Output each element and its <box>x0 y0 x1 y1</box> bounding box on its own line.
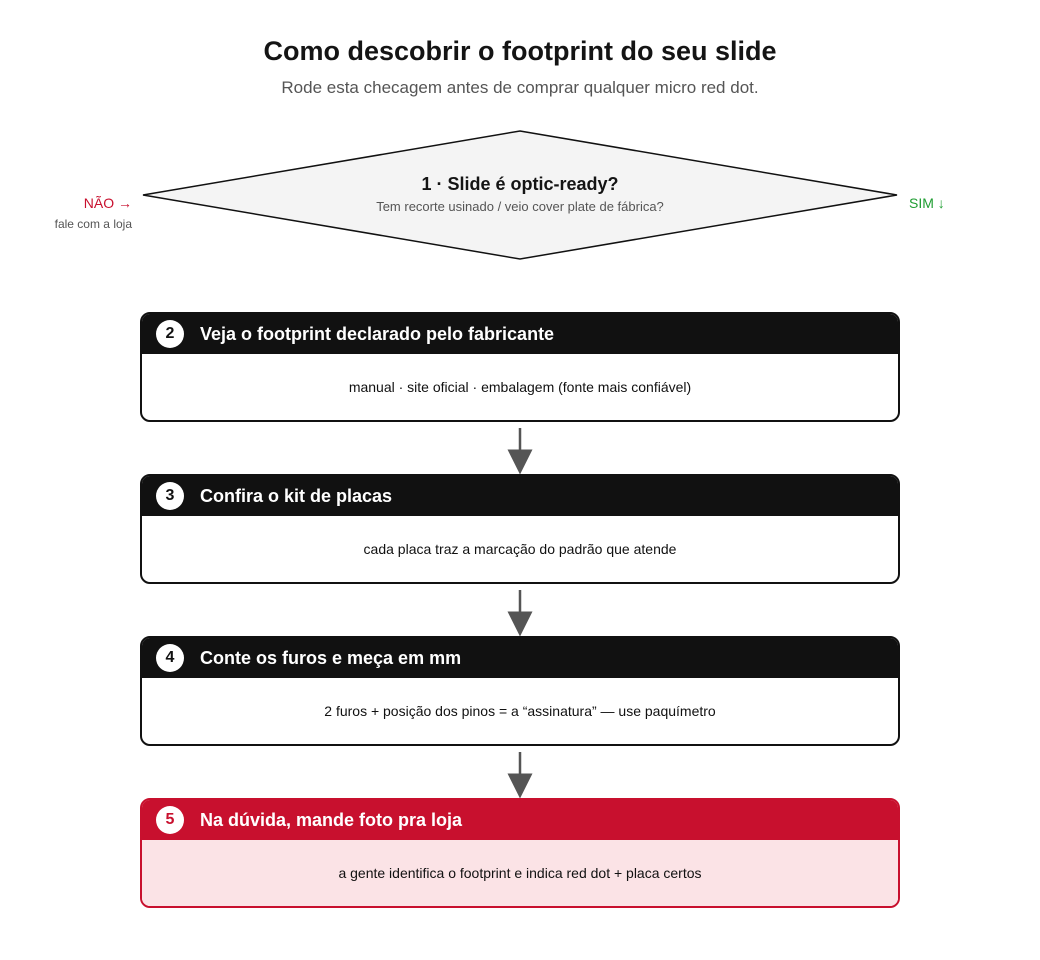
step-4-box <box>140 636 900 746</box>
page-title: Como descobrir o footprint do seu slide <box>263 36 777 66</box>
step-2-title: Veja o footprint declarado pelo fabricante <box>200 323 555 344</box>
step-2-header <box>142 314 898 354</box>
step-2-box <box>140 312 900 422</box>
step-5-box <box>140 798 900 908</box>
decision-diamond-shape <box>0 0 1040 280</box>
step-4-header <box>142 638 898 678</box>
decision-title: 1 · Slide é optic-ready? <box>421 174 619 194</box>
step-5-number-badge: 5 <box>156 806 184 834</box>
decision-diamond <box>143 131 897 259</box>
step-5-header <box>142 800 898 840</box>
step-3-title: Confira o kit de placas <box>200 485 393 506</box>
step-3-number-badge: 3 <box>156 482 184 510</box>
decision-no-note: fale com a loja <box>54 217 132 231</box>
step-2-number-badge: 2 <box>156 320 184 348</box>
step-3-box <box>140 474 900 584</box>
step-4-title: Conte os furos e meça em mm <box>200 647 462 668</box>
decision-subtitle: Tem recorte usinado / veio cover plate de fábrica? <box>376 199 664 214</box>
step-3-header <box>142 476 898 516</box>
step-2-body: manual · site oficial · embalagem (fonte mais confiável) <box>348 379 692 395</box>
decision-yes-label: SIM ↓ <box>909 195 945 211</box>
decision-no-label: NÃO → <box>83 195 132 211</box>
step-4-body: 2 furos + posição dos pinos = a “assinatura” — use paquímetro <box>324 703 716 719</box>
step-5-body: a gente identifica o footprint e indica red dot + placa certos <box>142 840 898 906</box>
page-subtitle: Rode esta checagem antes de comprar qualquer micro red dot. <box>281 78 759 97</box>
step-3-body: cada placa traz a marcação do padrão que atende <box>363 541 677 557</box>
step-4-number-badge: 4 <box>156 644 184 672</box>
step-5-title: Na dúvida, mande foto pra loja <box>200 809 463 830</box>
